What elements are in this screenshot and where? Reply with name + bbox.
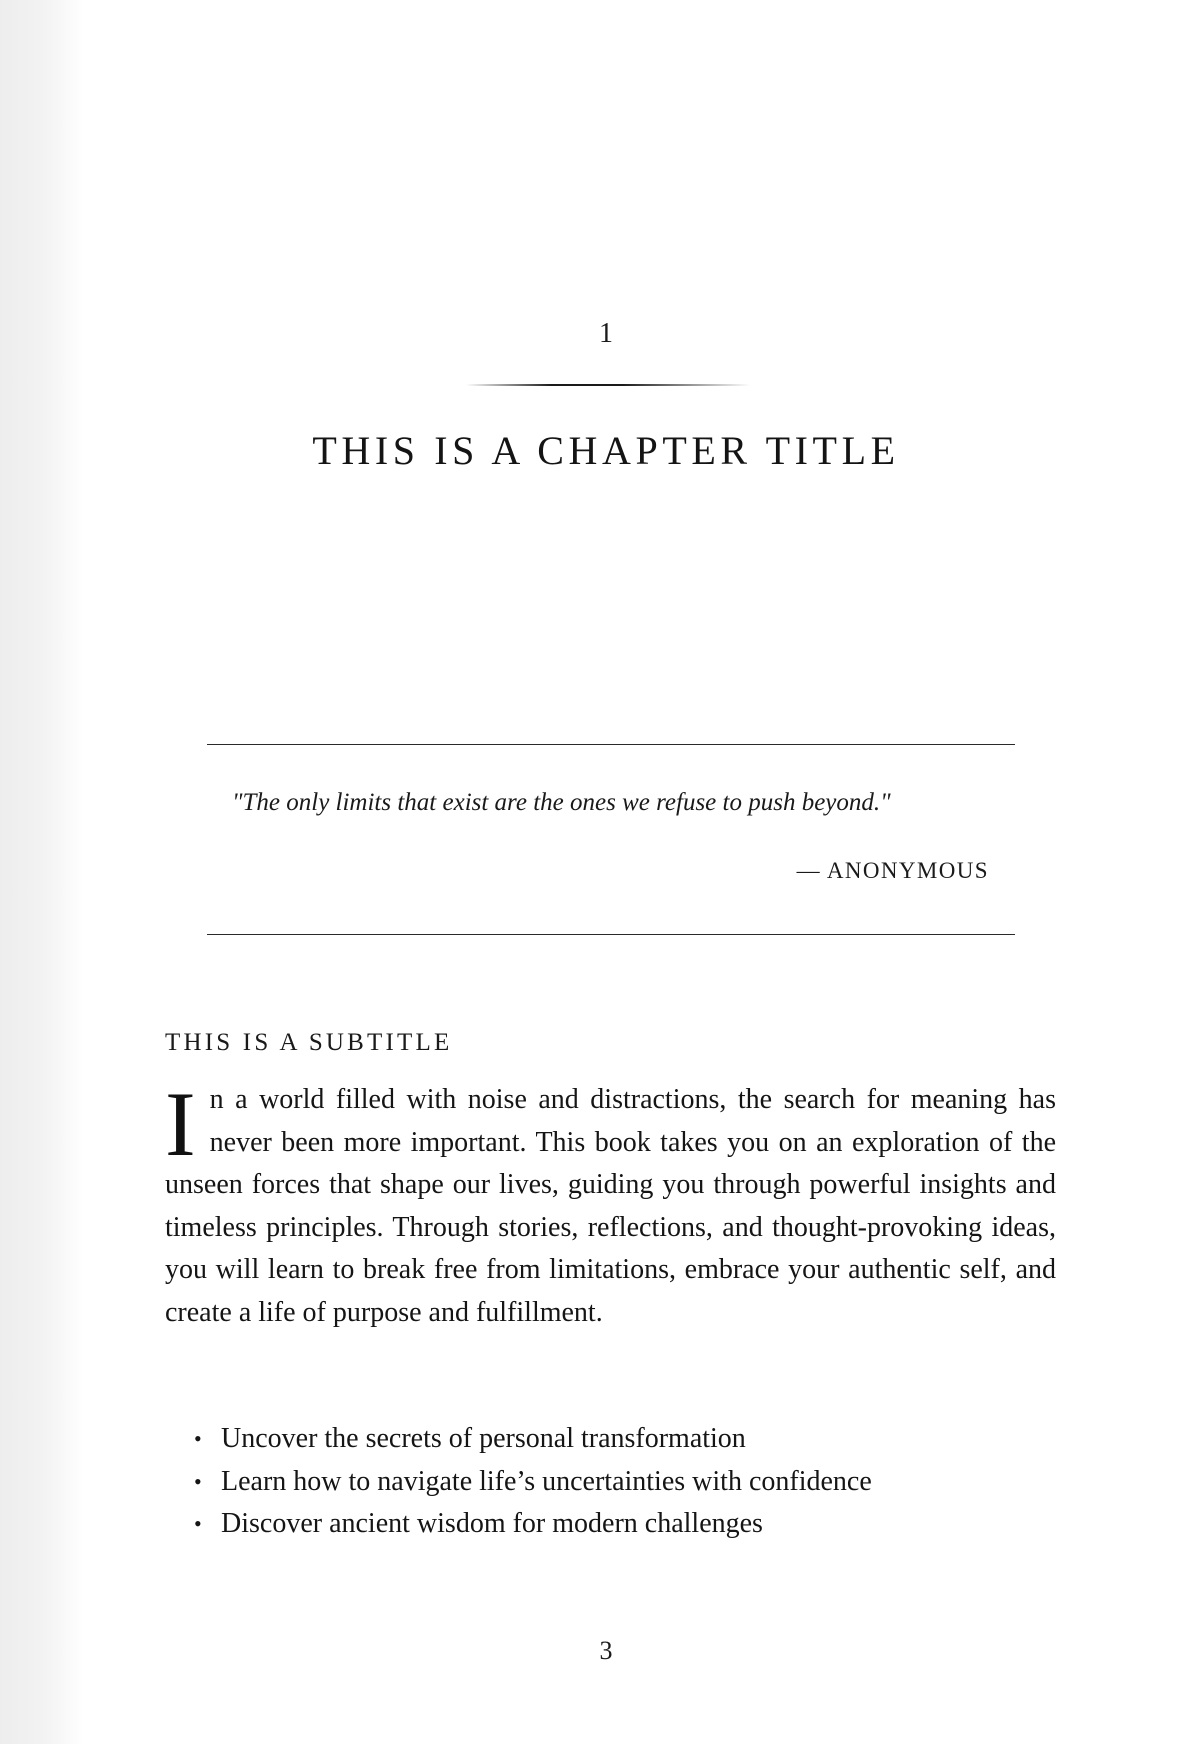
bullet-icon: • xyxy=(194,1468,202,1494)
epigraph-attribution: — ANONYMOUS xyxy=(796,858,989,883)
page-number: 3 xyxy=(599,1636,613,1665)
list-item-text: Discover ancient wisdom for modern challenges xyxy=(221,1508,763,1539)
chapter-title: THIS IS A CHAPTER TITLE xyxy=(312,428,900,473)
section-subtitle: THIS IS A SUBTITLE xyxy=(165,1029,453,1056)
page-gutter-shadow xyxy=(0,0,84,1744)
list-item xyxy=(188,1461,872,1504)
epigraph-quote: "The only limits that exist are the ones we refuse to push beyond." xyxy=(232,789,891,816)
body-paragraph xyxy=(165,1073,1056,1334)
list-item-text: Uncover the secrets of personal transformation xyxy=(221,1423,746,1454)
body-paragraph-text: n a world filled with noise and distractions, the search for meaning has never been more important. This book takes you on an exploration of the unseen forces that shape our lives, guiding you through powerful insights and timeless principles. Through stories, reflections, and thought-provoking ideas, you will learn to break free from limitations, embrace your authentic self, and create a life of purpose and fulfillment. xyxy=(165,1084,1056,1328)
list-item xyxy=(188,1503,872,1546)
list-item-text: Learn how to navigate life’s uncertainties with confidence xyxy=(221,1465,872,1497)
list-item xyxy=(188,1418,872,1461)
chapter-divider xyxy=(466,384,750,386)
bullet-icon: • xyxy=(194,1511,202,1536)
drop-cap: I xyxy=(165,1073,196,1175)
epigraph-top-rule xyxy=(207,744,1015,745)
epigraph-bottom-rule xyxy=(207,934,1015,935)
bullet-list xyxy=(188,1418,872,1546)
bullet-icon: • xyxy=(194,1426,202,1451)
chapter-number: 1 xyxy=(599,318,613,349)
